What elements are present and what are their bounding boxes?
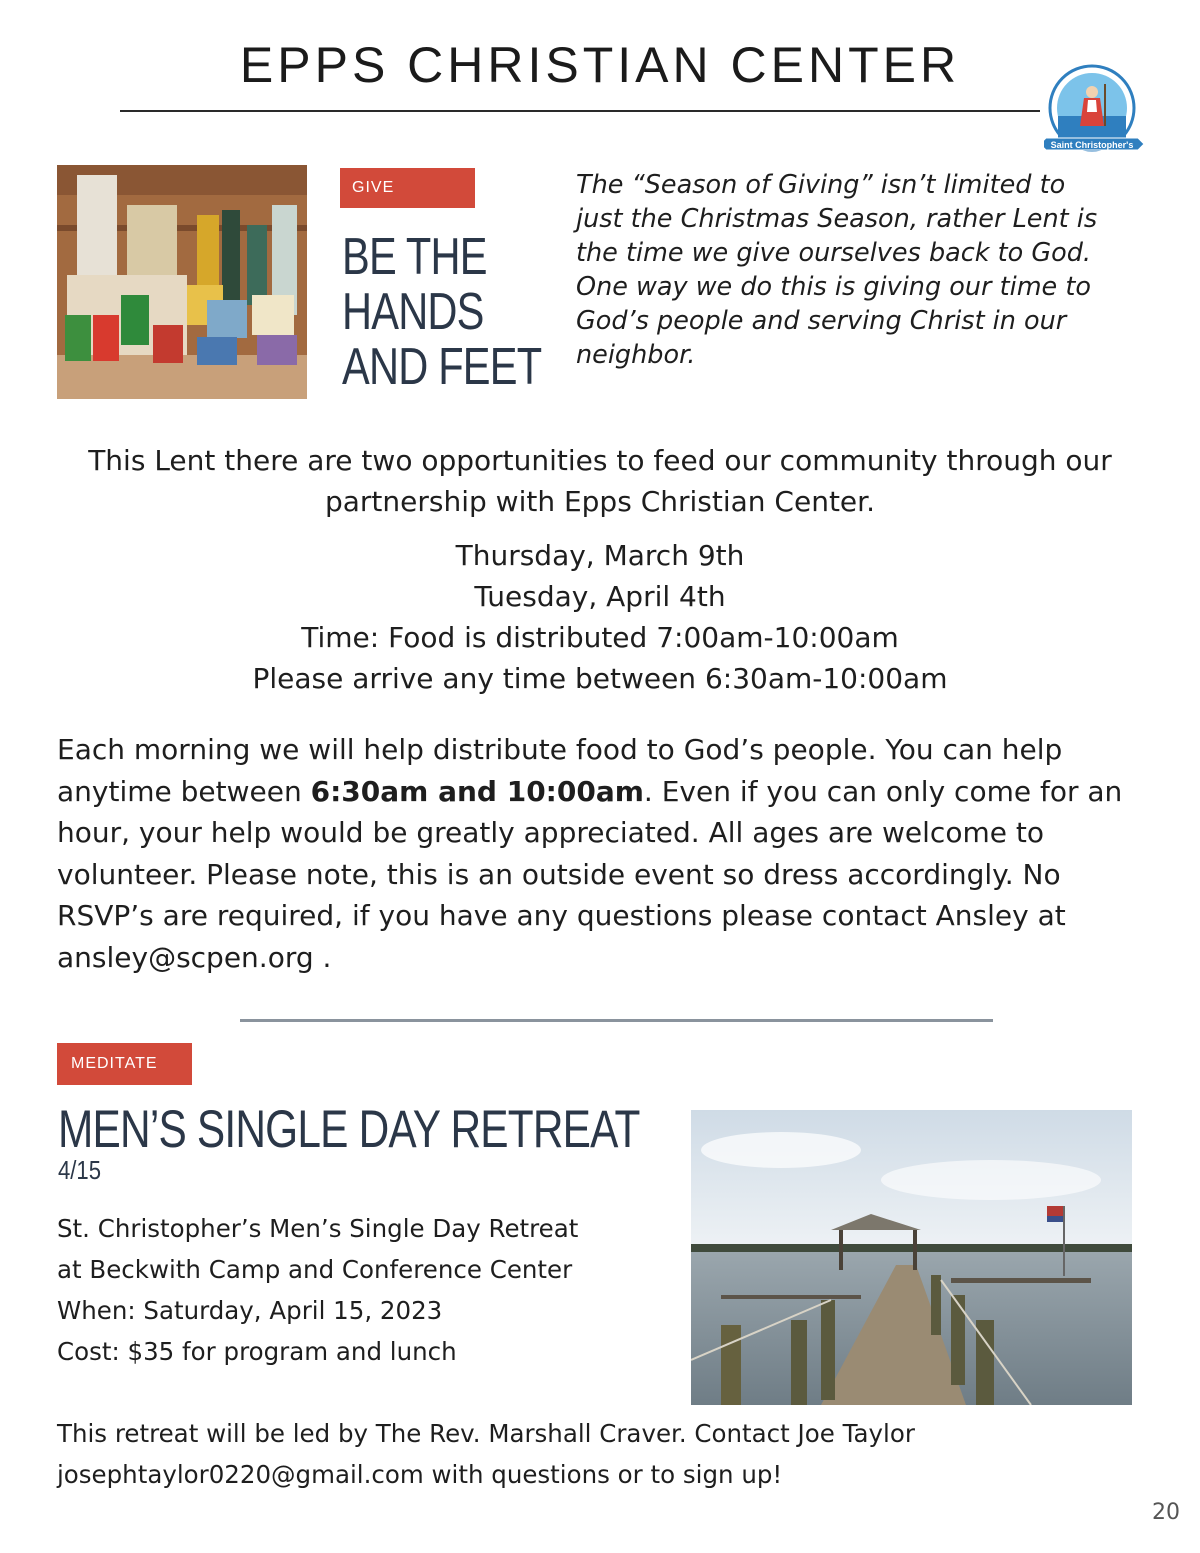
title-rule <box>120 110 1040 112</box>
date-line: Thursday, March 9th <box>455 539 745 572</box>
arrival-line: Please arrive any time between 6:30am-10:00am <box>252 662 948 695</box>
retreat-title: MEN’S SINGLE DAY RETREAT <box>58 1100 640 1159</box>
logo-text: Saint Christopher's <box>1050 140 1134 150</box>
give-tag: GIVE <box>340 168 475 208</box>
detail-line: When: Saturday, April 15, 2023 <box>57 1296 443 1325</box>
body-text: . Even if you can only come for an hour, your help would be greatly appreciated. All ages are welcome to volunteer. Please note, this is an outside event so dress accordingly. No RSVP’s are required, if you have any questions please contact Ansley at ansley@scpen.org . <box>57 774 1123 974</box>
retreat-closing <box>57 1413 1147 1495</box>
headline-line: AND FEET <box>342 338 542 396</box>
headline-line: BE THE <box>342 228 487 286</box>
detail-line: St. Christopher’s Men’s Single Day Retreat <box>57 1214 579 1243</box>
food-donations-photo <box>57 165 307 399</box>
saint-christophers-logo <box>1044 64 1148 160</box>
section-divider <box>240 1019 993 1022</box>
season-of-giving-intro: The “Season of Giving” isn’t limited to just the Christmas Season, rather Lent is the time we give ourselves back to God. One way we do this is giving our time to God’s people and serving Christ in our neighbor. <box>576 170 1098 370</box>
body-bold-time: 6:30am and 10:00am <box>310 774 644 808</box>
retreat-date: 4/15 <box>58 1155 102 1185</box>
headline-line: HANDS <box>342 283 484 341</box>
date-line: Tuesday, April 4th <box>474 580 726 613</box>
time-line: Time: Food is distributed 7:00am-10:00am <box>301 621 899 654</box>
detail-line: at Beckwith Camp and Conference Center <box>57 1255 573 1284</box>
detail-line: Cost: $35 for program and lunch <box>57 1337 457 1366</box>
give-headline <box>342 230 550 395</box>
event-dates <box>60 535 1140 699</box>
pier-photo <box>691 1110 1132 1405</box>
closing-line: This retreat will be led by The Rev. Marshall Craver. Contact Joe Taylor <box>57 1419 915 1448</box>
body-text: Each morning we will help distribute food to God’s people. You can help anytime between <box>57 733 1063 808</box>
page-title: EPPS CHRISTIAN CENTER <box>239 37 961 93</box>
lent-lead-paragraph: This Lent there are two opportunities to feed our community through our partnership with Epps Christian Center. <box>88 444 1112 518</box>
closing-line: josephtaylor0220@gmail.com with questions or to sign up! <box>57 1460 783 1489</box>
meditate-tag: MEDITATE <box>57 1043 192 1085</box>
volunteer-paragraph <box>57 729 1147 978</box>
retreat-details <box>57 1208 687 1372</box>
page-number: 20 <box>1152 1500 1180 1525</box>
